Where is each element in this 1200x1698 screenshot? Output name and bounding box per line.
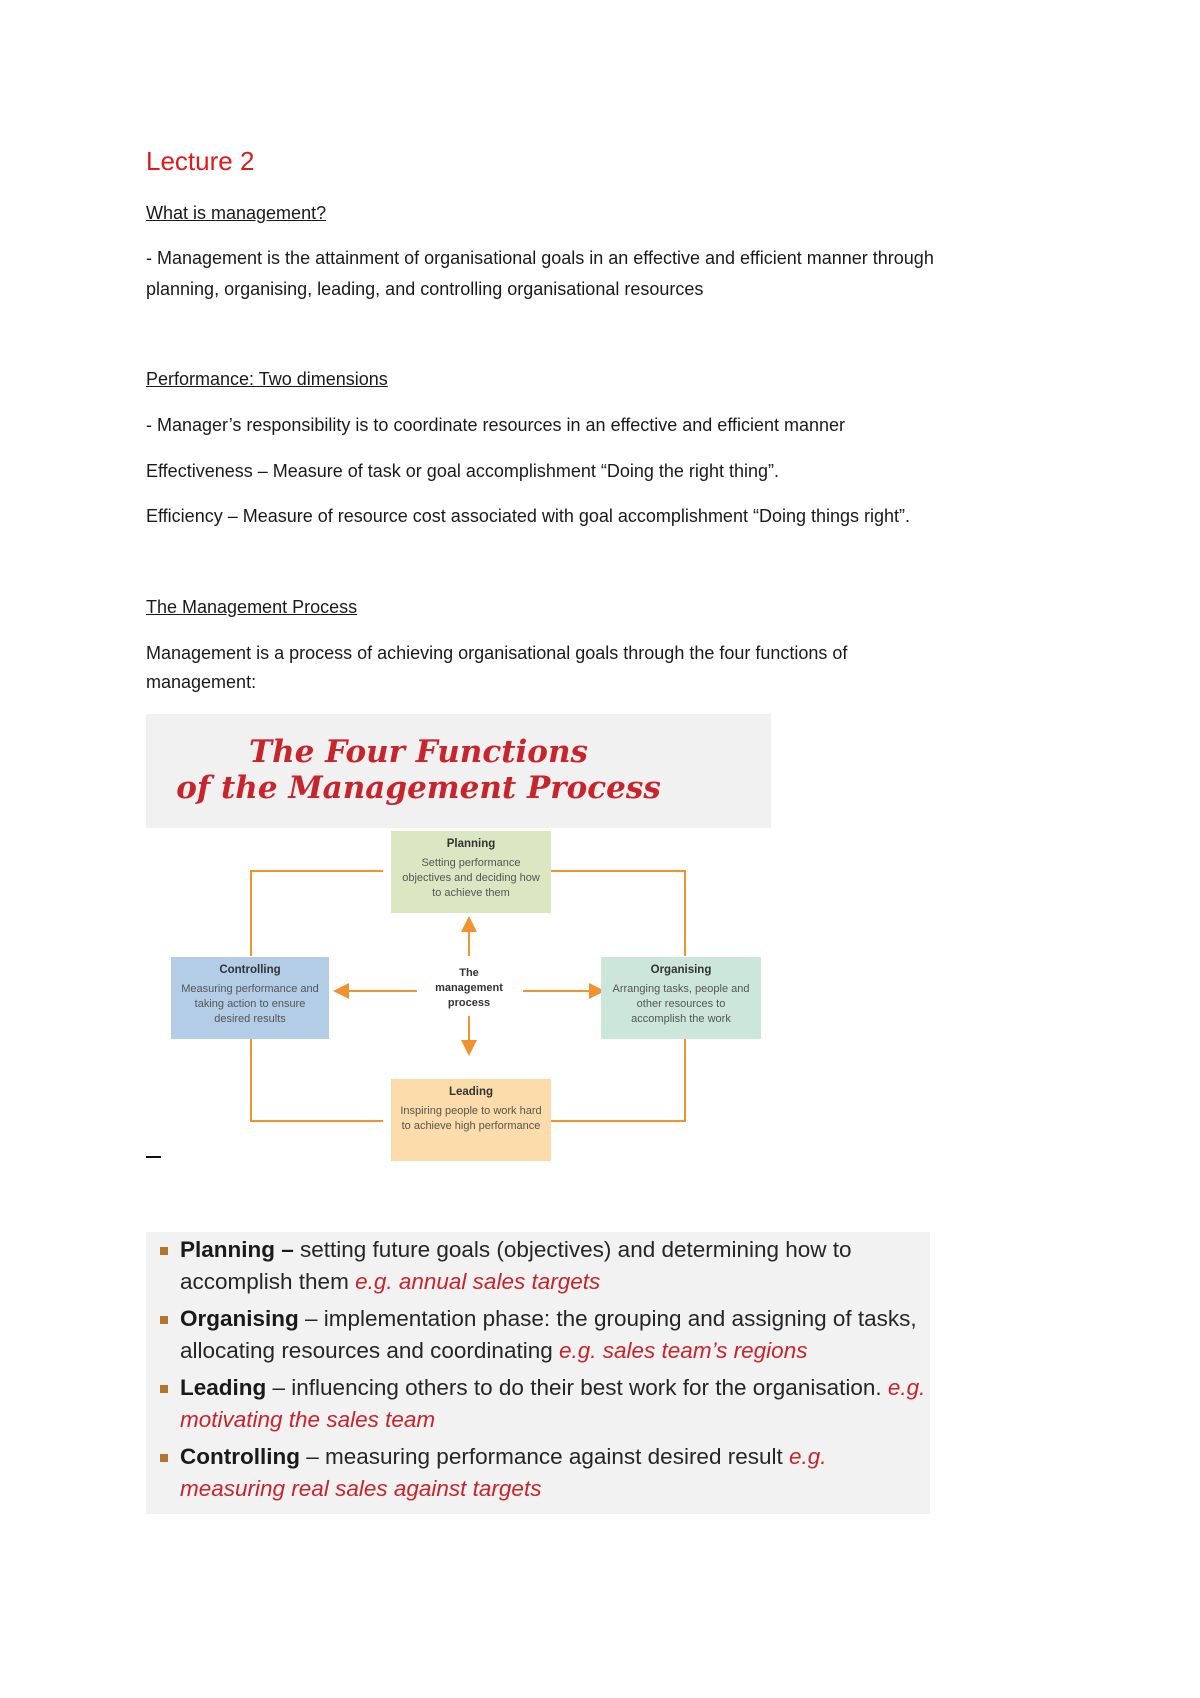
loop-planning-organising [545,871,685,956]
list-item-leading [158,1372,928,1436]
functions-list [158,1234,928,1510]
section-heading-what-is-management: What is management? [146,203,327,223]
term-organising: Organising [180,1306,299,1331]
controlling-desc: Measuring performance and taking action to ensure desired results [181,983,319,1025]
text-controlling: – measuring performance against desired result [299,1444,789,1469]
process-line-2: management: [146,672,257,692]
text-planning: setting future goals (objectives) and determining how to accomplish them [180,1237,852,1294]
efficiency-line: Efficiency – Measure of resource cost associated with goal accomplishment “Doing things right”. [146,506,911,526]
term-planning: Planning – [180,1237,301,1262]
center-label-line-3: process [447,997,491,1009]
center-label [417,966,521,1011]
bullet-square-icon [160,1316,168,1324]
text-leading: – influencing others to do their best work for the organisation. [266,1375,888,1400]
list-item-organising [158,1303,928,1367]
example-leading: e.g. motivating the sales team [180,1375,926,1432]
leading-desc: Inspiring people to work hard to achieve high performance [400,1105,542,1132]
organising-box [601,957,761,1039]
section-heading-performance: Performance: Two dimensions [146,369,388,389]
controlling-box [171,957,329,1039]
stray-dash [146,1156,161,1158]
performance-bullet: - Manager’s responsibility is to coordinate resources in an effective and efficient manner [146,415,846,435]
diagram-body [161,828,771,1162]
list-item-controlling [158,1441,928,1505]
diagram-title-line-2: of the Management Process [176,770,661,806]
bullet-square-icon [160,1385,168,1393]
diagram-header [146,714,771,828]
example-controlling: e.g. measuring real sales against targets [180,1444,827,1501]
four-functions-diagram [146,714,771,1162]
loop-planning-controlling [251,871,383,956]
effectiveness-line: Effectiveness – Measure of task or goal accomplishment “Doing the right thing”. [146,461,779,481]
planning-box [391,831,551,913]
text-organising: – implementation phase: the grouping and assigning of tasks, allocating resources and coordinating [180,1306,917,1363]
definition-line-2: planning, organising, leading, and controlling organisational resources [146,279,704,299]
leading-title: Leading [448,1086,494,1098]
planning-desc: Setting performance objectives and deciding how to achieve them [402,857,540,899]
center-label-line-1: The [459,967,479,979]
loop-controlling-leading [251,1035,383,1121]
example-organising: e.g. sales team’s regions [558,1338,808,1363]
organising-desc: Arranging tasks, people and other resources to accomplish the work [612,983,750,1025]
section-heading-management-process: The Management Process [146,597,358,617]
controlling-title: Controlling [219,964,281,976]
bullet-square-icon [160,1454,168,1462]
process-line-1: Management is a process of achieving organisational goals through the four functions of [146,643,848,663]
diagram-title-line-1: The Four Functions [249,734,588,770]
loop-organising-leading [545,1035,685,1121]
definition-line-1: - Management is the attainment of organisational goals in an effective and efficient manner through [146,248,934,268]
center-label-line-2: management [435,982,503,994]
planning-title: Planning [446,838,496,850]
list-item-planning [158,1234,928,1298]
term-controlling: Controlling [180,1444,300,1469]
term-leading: Leading [180,1375,267,1400]
example-planning: e.g. annual sales targets [355,1269,601,1294]
page-title: Lecture 2 [146,146,255,176]
functions-slide [146,1232,930,1514]
leading-box [391,1079,551,1161]
organising-title: Organising [650,964,712,976]
bullet-square-icon [160,1247,168,1255]
